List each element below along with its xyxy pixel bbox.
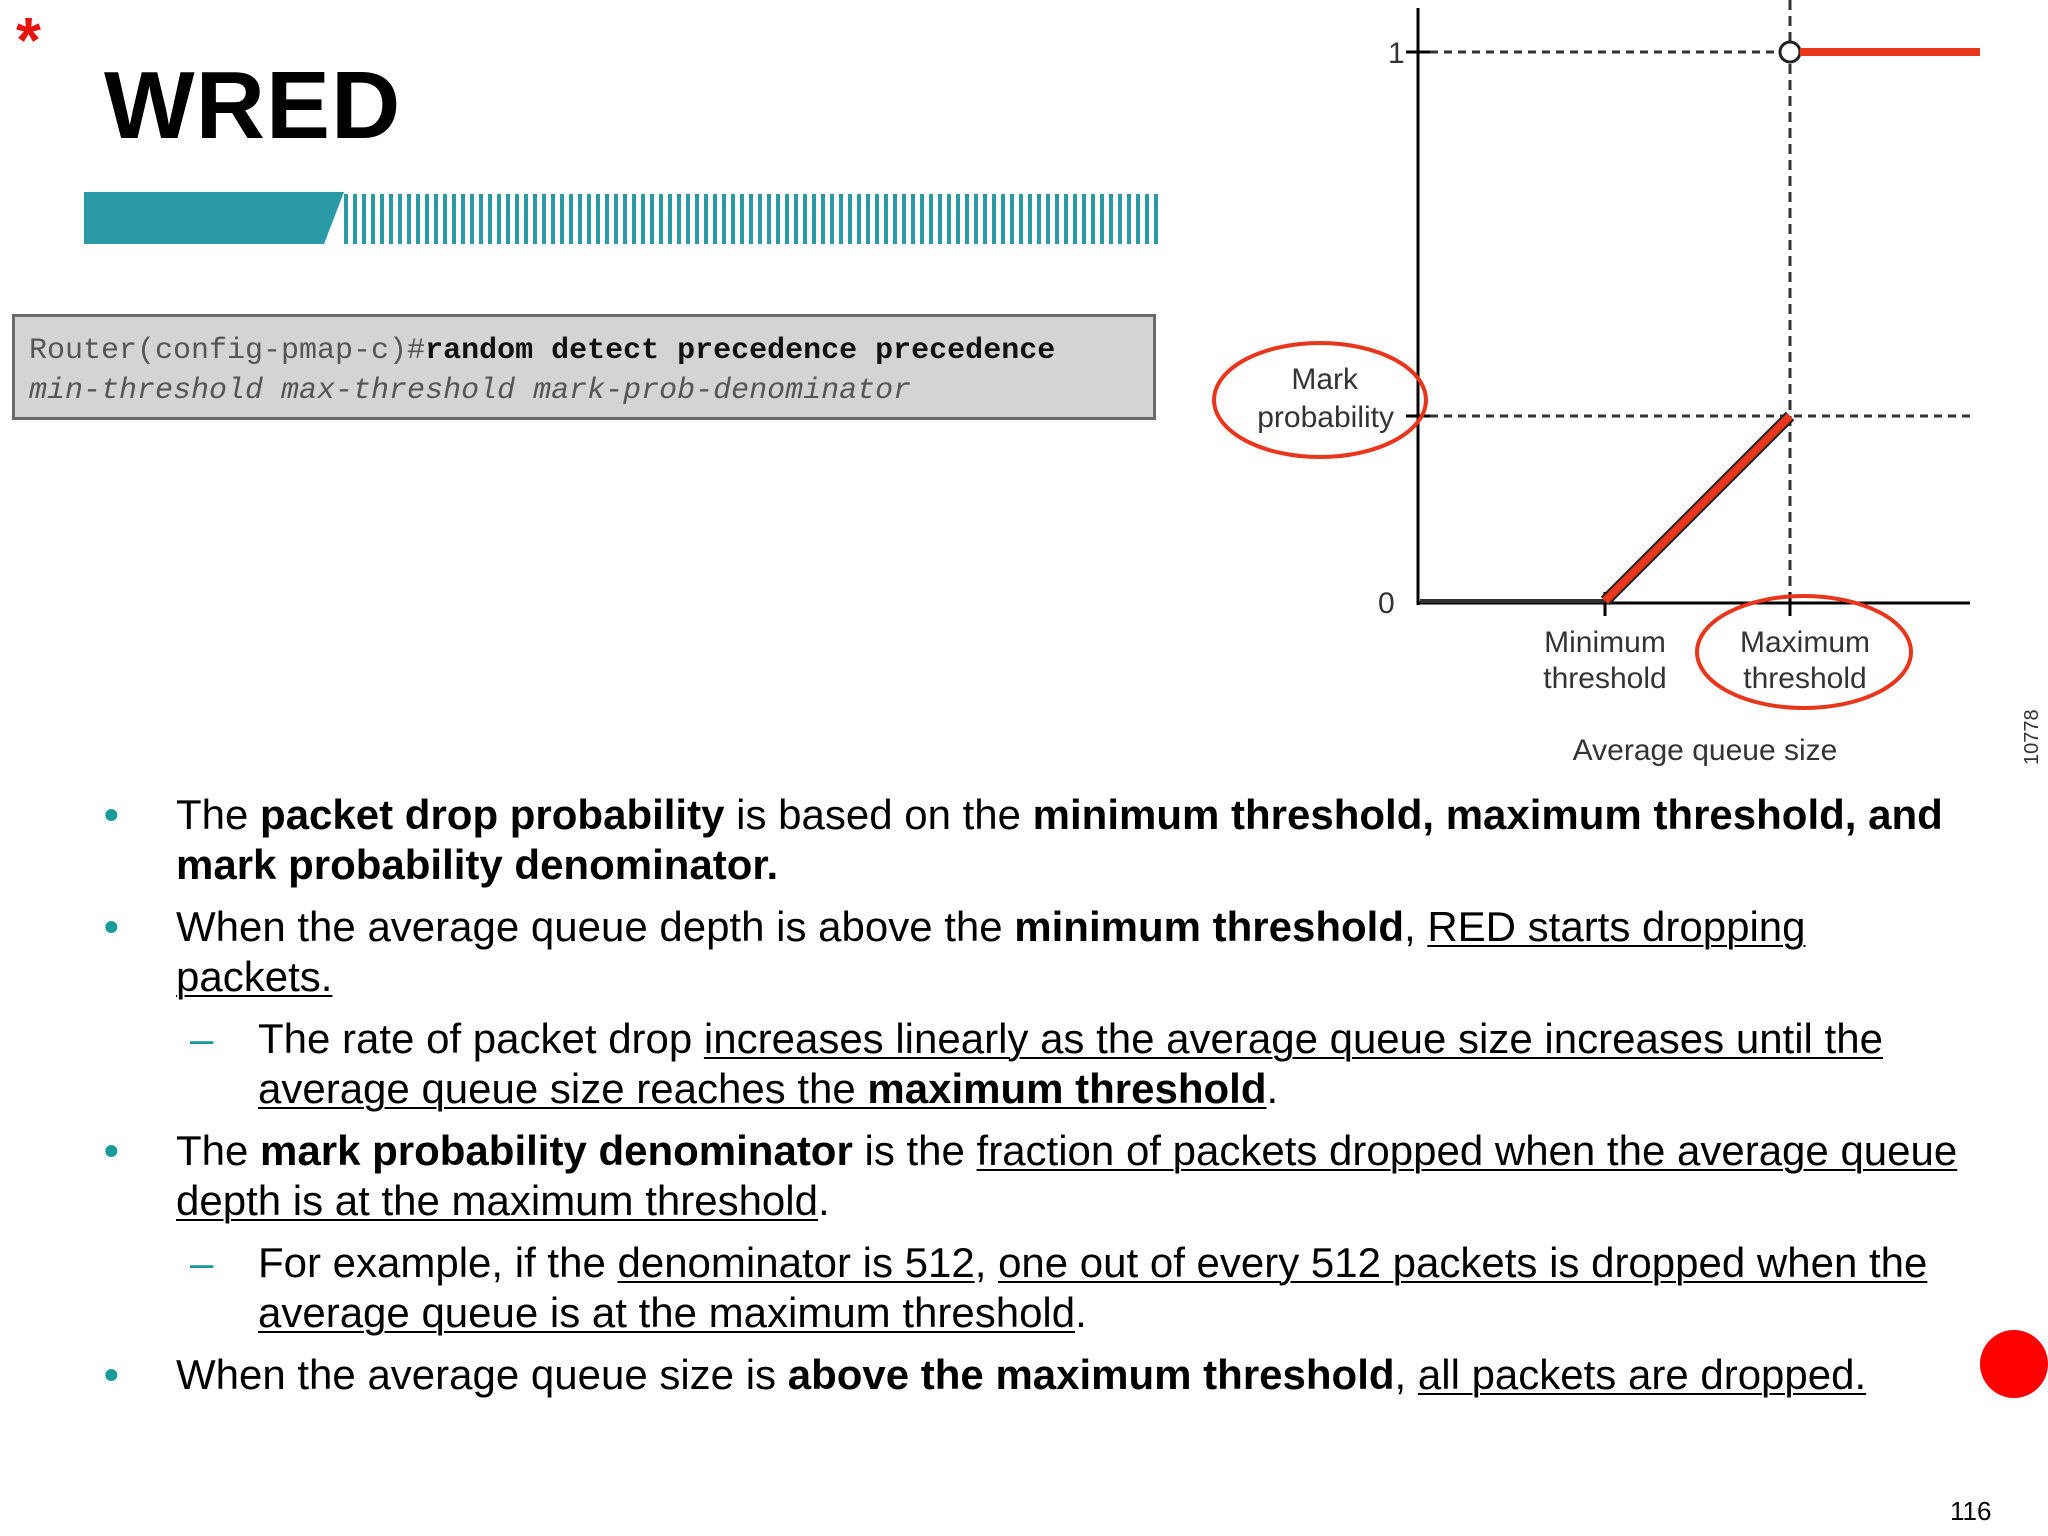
bullet-text: , [1394, 1351, 1418, 1398]
command-keywords: random detect precedence [425, 334, 858, 368]
bullet-text: increases linearly as the average queue size increases until the average queue size reaches the [258, 1015, 1883, 1112]
bullet-text: above the maximum threshold [787, 1351, 1395, 1398]
mark-probability-label-2: probability [1257, 401, 1394, 434]
bullet-text: When the average queue depth is above the [176, 903, 1015, 950]
min-threshold-label-2: threshold [1543, 662, 1667, 695]
max-threshold-label-1: Maximum [1739, 626, 1871, 659]
bullet-text: The [176, 1127, 261, 1174]
bullet-text: For example, if the [258, 1239, 618, 1286]
mark-probability-highlight [1214, 343, 1426, 457]
command-prompt: Router(config-pmap-c)# [29, 334, 426, 368]
bullet-text: minimum threshold [1014, 903, 1404, 950]
figure-id: 10778 [2021, 709, 2043, 765]
bullet-text: is the [852, 1127, 977, 1174]
bullet-text: mark probability denominator [260, 1127, 853, 1174]
min-threshold-label-1: Minimum [1544, 626, 1666, 659]
bullet-marker: • [104, 903, 119, 950]
bullet-text: all packets are dropped. [1417, 1351, 1867, 1398]
x-axis-label: Average queue size [1572, 734, 1838, 767]
bullet-marker: • [104, 791, 119, 838]
curve-jump-point [1780, 42, 1800, 62]
sub-bullet-item [186, 1238, 1964, 1338]
bullet-item [104, 902, 1964, 1002]
bullet-text: . [817, 1177, 830, 1224]
mark-probability-label-1: Mark [1291, 363, 1358, 396]
decorative-banner [84, 192, 1164, 244]
command-syntax-box [12, 314, 1156, 420]
dash-marker: – [190, 1015, 214, 1062]
bullet-text: is based on the [724, 791, 1033, 838]
bullet-text: packet drop probability [260, 791, 725, 838]
bullet-text: The rate of packet drop [258, 1015, 704, 1062]
command-line-1 [29, 331, 1153, 371]
bullet-text: . [1075, 1289, 1087, 1336]
dash-marker: – [190, 1239, 214, 1286]
red-dot [1980, 1330, 2048, 1398]
curve-linear [1605, 416, 1790, 601]
bullet-text: The [176, 791, 261, 838]
bullet-text: . [1266, 1065, 1279, 1112]
page-number: 116 [1950, 1496, 1992, 1526]
bullet-text: When the average queue size is [176, 1351, 788, 1398]
bullet-item [104, 1350, 1964, 1400]
command-precedence-arg: precedence [875, 334, 1056, 368]
y-tick-label-1: 1 [1388, 37, 1405, 70]
bullet-item [104, 790, 1964, 890]
bullet-text: RED starts dropping packets. [176, 903, 1806, 1000]
bullet-item [104, 1126, 1964, 1226]
bullet-text: minimum threshold, maximum threshold, and mark probability denominator. [176, 791, 1943, 888]
y-tick-label-0: 0 [1378, 587, 1395, 620]
command-line-2: min-threshold max-threshold mark-prob-denominator [29, 374, 912, 408]
bullet-text: denominator is 512 [617, 1239, 975, 1286]
bullet-list [104, 790, 1964, 1412]
wred-drop-probability-graph [1140, 0, 2048, 790]
bullet-text: one out of every 512 packets is dropped when the average queue is at the maximum threshold [258, 1239, 1928, 1336]
bullet-text: , [1403, 903, 1428, 950]
bullet-marker: • [104, 1351, 119, 1398]
red-asterisk: * [16, 4, 41, 76]
sub-bullet-item [186, 1014, 1964, 1114]
bullet-marker: • [104, 1127, 119, 1174]
max-threshold-label-2: threshold [1743, 662, 1867, 695]
slide-title: WRED [104, 52, 402, 159]
bullet-text: maximum threshold [867, 1065, 1267, 1112]
bullet-text: fraction of packets dropped when the average queue depth is at the maximum threshold [176, 1127, 1958, 1224]
bullet-text: , [974, 1239, 999, 1286]
